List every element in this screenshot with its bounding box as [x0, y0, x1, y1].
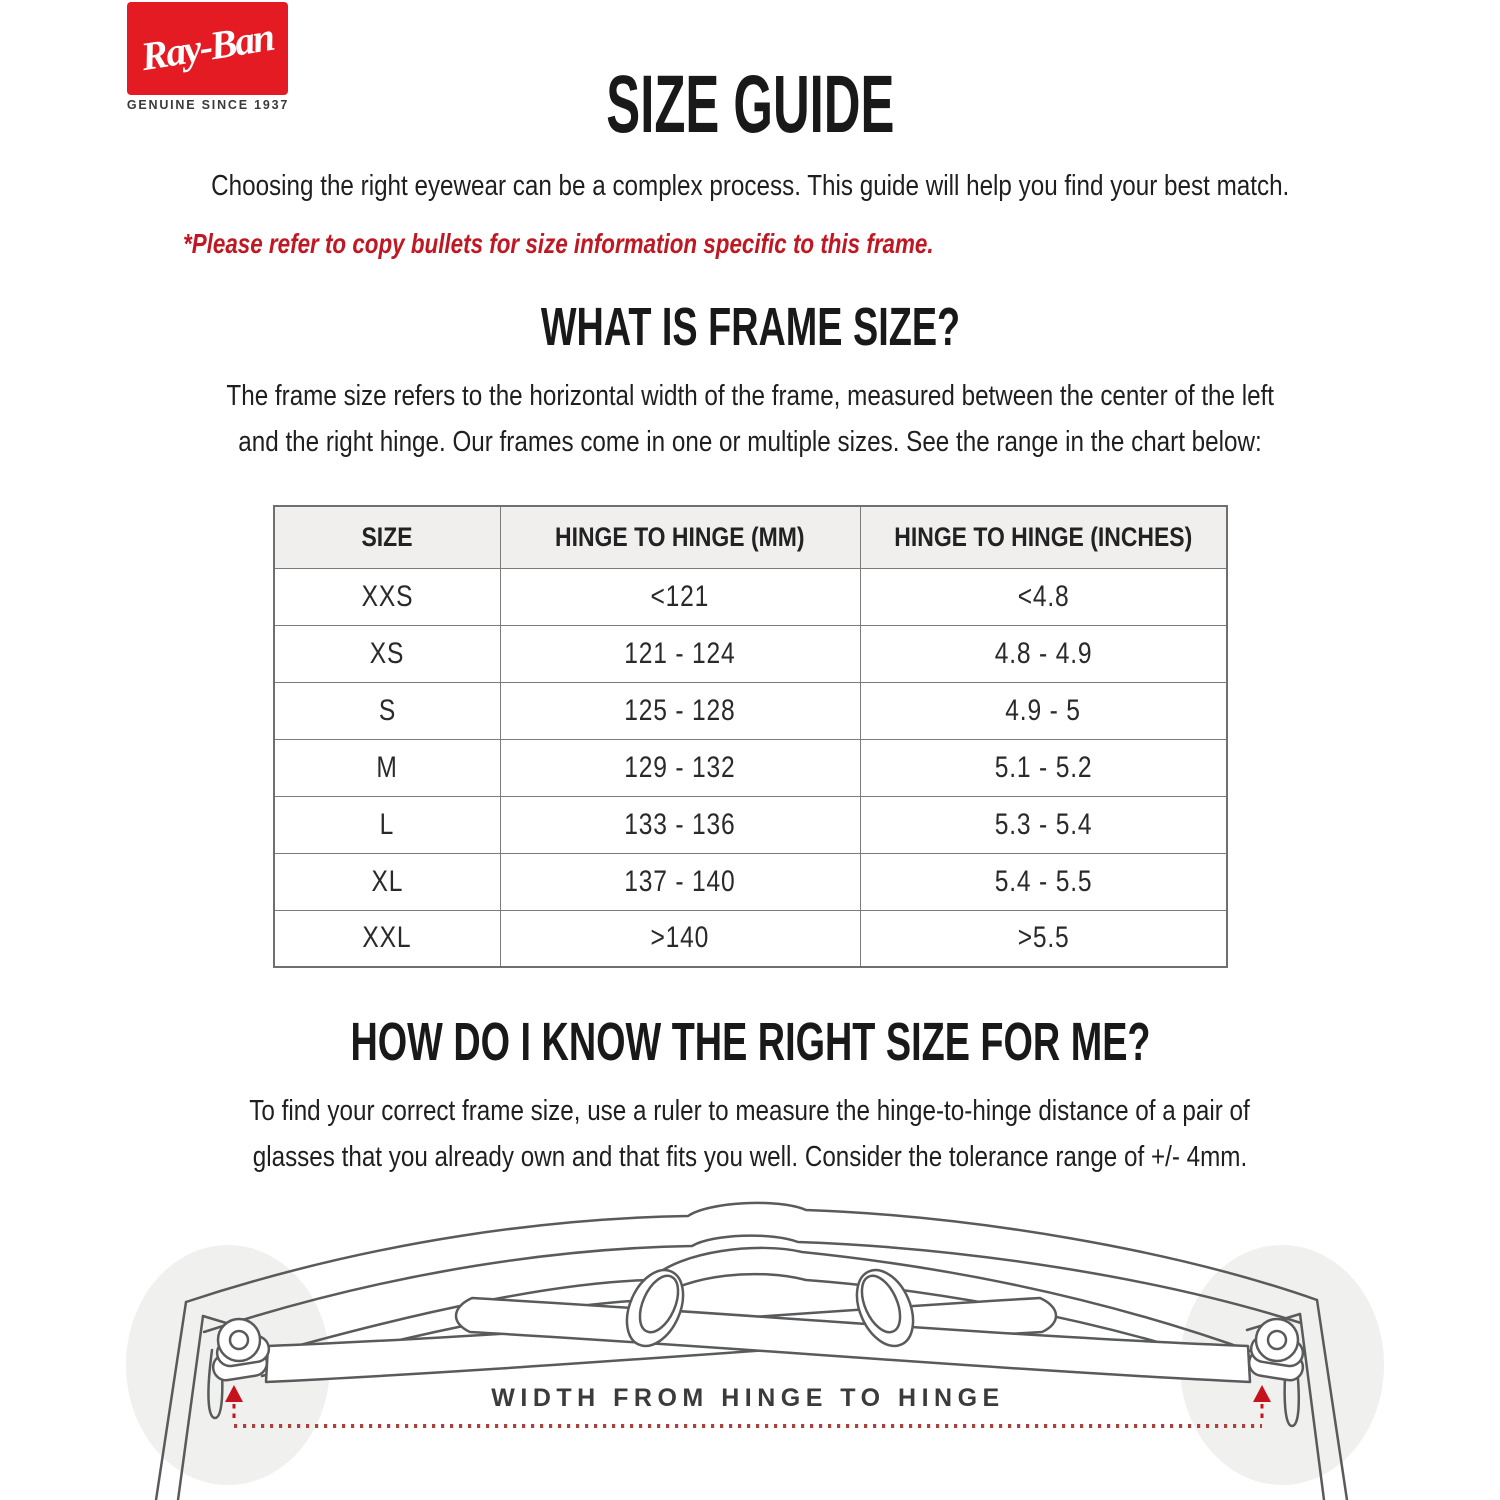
table-row — [274, 910, 1227, 967]
mm-cell: 121 - 124 — [500, 625, 860, 682]
size-cell: M — [274, 739, 500, 796]
table-row — [274, 853, 1227, 910]
section-heading-right-size: HOW DO I KNOW THE RIGHT SIZE FOR ME? — [349, 1012, 1151, 1072]
mm-cell: >140 — [500, 910, 860, 967]
size-note: *Please refer to copy bullets for size information specific to this frame. — [183, 228, 934, 259]
brand-tagline: GENUINE SINCE 1937 — [126, 98, 290, 112]
right-size-paragraph-line-2: glasses that you already own and that fits you well. Consider the tolerance range of +/- 4mm. — [252, 1141, 1248, 1173]
table-header-inches: HINGE TO HINGE (INCHES) — [860, 506, 1227, 568]
size-cell: L — [274, 796, 500, 853]
inches-cell: 5.3 - 5.4 — [860, 796, 1227, 853]
table-row — [274, 568, 1227, 625]
inches-cell: 4.9 - 5 — [860, 682, 1227, 739]
mm-cell: <121 — [500, 568, 860, 625]
frame-size-paragraph-line-1: The frame size refers to the horizontal width of the frame, measured between the center of the left — [226, 380, 1274, 412]
inches-cell: <4.8 — [860, 568, 1227, 625]
mm-cell: 125 - 128 — [500, 682, 860, 739]
frame-size-paragraph-line-2: and the right hinge. Our frames come in one or multiple sizes. See the range in the chart below: — [238, 426, 1262, 458]
inches-cell: 4.8 - 4.9 — [860, 625, 1227, 682]
page-title: SIZE GUIDE — [605, 59, 895, 150]
size-cell: XXS — [274, 568, 500, 625]
intro-text: Choosing the right eyewear can be a complex process. This guide will help you find your best match. — [210, 170, 1290, 202]
size-cell: XS — [274, 625, 500, 682]
table-row — [274, 796, 1227, 853]
diagram-label: WIDTH FROM HINGE TO HINGE — [491, 1384, 1005, 1412]
table-row — [274, 682, 1227, 739]
table-header-row — [274, 506, 1227, 568]
measurement-annotation — [225, 1384, 1271, 1426]
size-cell: XL — [274, 853, 500, 910]
rayban-logo-script: Ray-Ban — [138, 13, 277, 80]
folded-temples-outline — [266, 1298, 1250, 1382]
inches-cell: 5.4 - 5.5 — [860, 853, 1227, 910]
table-row — [274, 625, 1227, 682]
table-header-mm: HINGE TO HINGE (MM) — [500, 506, 860, 568]
size-cell: XXL — [274, 910, 500, 967]
size-cell: S — [274, 682, 500, 739]
right-size-paragraph-line-1: To find your correct frame size, use a ruler to measure the hinge-to-hinge distance of a pair of — [249, 1095, 1251, 1127]
inches-cell: 5.1 - 5.2 — [860, 739, 1227, 796]
mm-cell: 133 - 136 — [500, 796, 860, 853]
inches-cell: >5.5 — [860, 910, 1227, 967]
size-table — [273, 505, 1228, 968]
glasses-illustration — [0, 1190, 1500, 1500]
mm-cell: 137 - 140 — [500, 853, 860, 910]
section-heading-frame-size: WHAT IS FRAME SIZE? — [540, 297, 960, 357]
table-header-size: SIZE — [274, 506, 500, 568]
mm-cell: 129 - 132 — [500, 739, 860, 796]
table-row — [274, 739, 1227, 796]
